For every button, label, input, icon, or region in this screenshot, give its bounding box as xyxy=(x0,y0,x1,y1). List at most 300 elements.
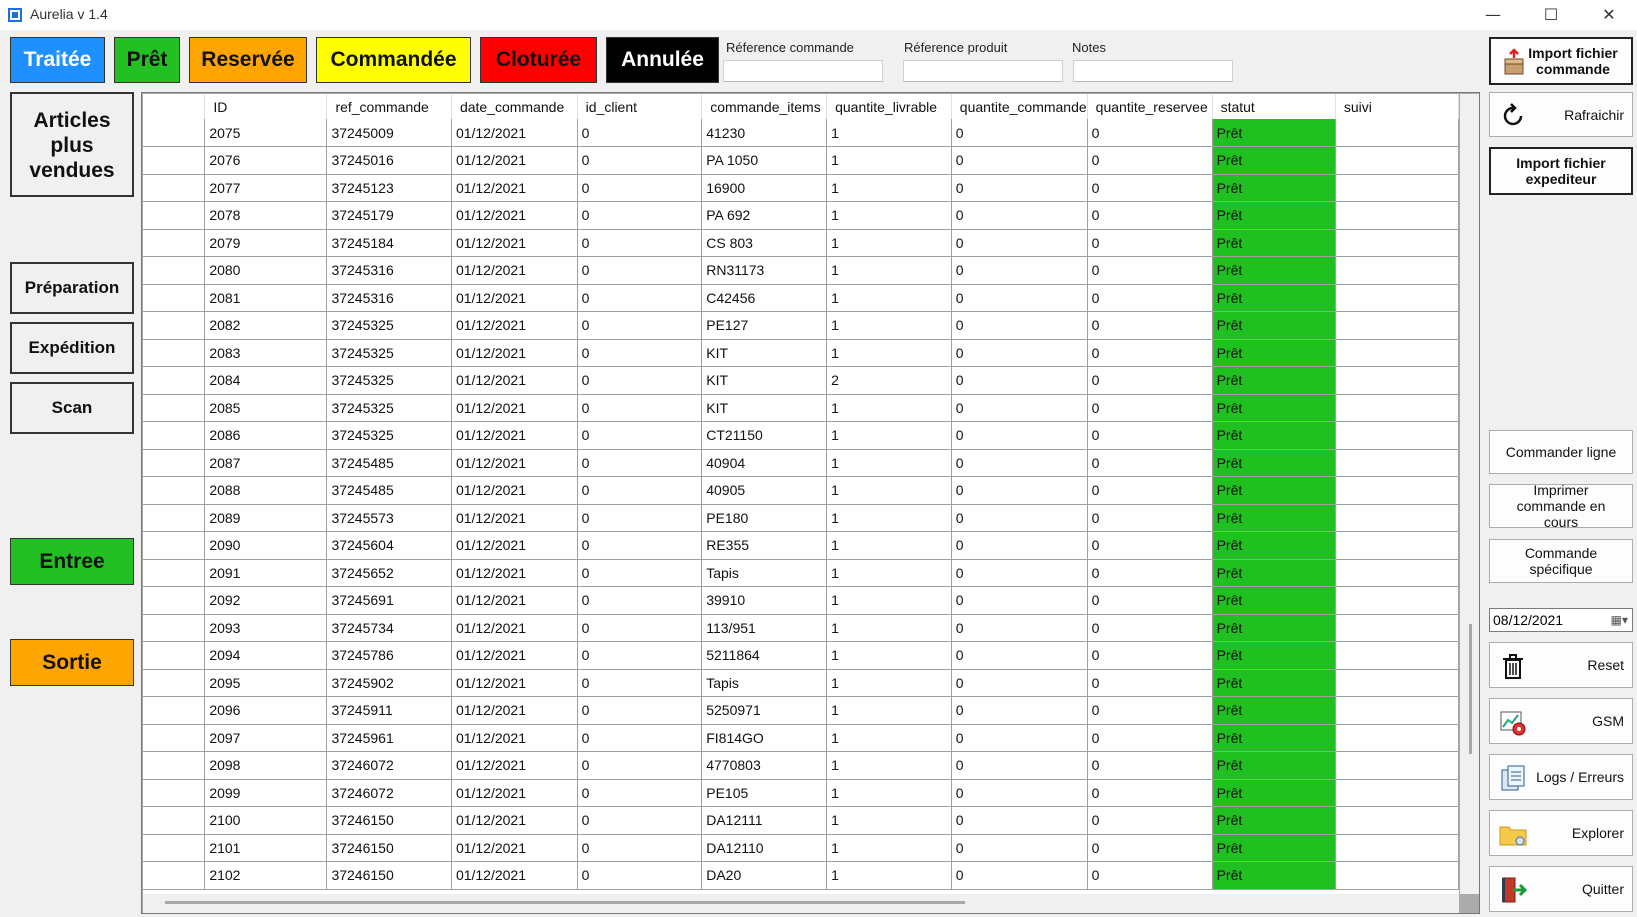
row-header[interactable] xyxy=(143,834,205,862)
cell-suivi[interactable] xyxy=(1335,614,1458,642)
cell-date-commande[interactable]: 01/12/2021 xyxy=(451,147,577,175)
row-header[interactable] xyxy=(143,752,205,780)
import-commande-button[interactable] xyxy=(1489,37,1633,85)
cell-ref-commande[interactable]: 37245325 xyxy=(327,422,452,450)
cell-quantite-livrable[interactable]: 1 xyxy=(827,724,952,752)
column-header-id-client[interactable]: id_client xyxy=(577,94,702,119)
cell-statut[interactable]: Prêt xyxy=(1212,449,1335,477)
table-row[interactable] xyxy=(143,642,1459,670)
cell-quantite-commande[interactable]: 0 xyxy=(951,614,1087,642)
cell-ID[interactable]: 2079 xyxy=(205,229,327,257)
cell-ref-commande[interactable]: 37246150 xyxy=(327,807,452,835)
cell-ref-commande[interactable]: 37245316 xyxy=(327,257,452,285)
cell-ID[interactable]: 2096 xyxy=(205,697,327,725)
status-filter-cloturee-button[interactable]: Cloturée xyxy=(480,37,597,83)
row-header[interactable] xyxy=(143,559,205,587)
cell-suivi[interactable] xyxy=(1335,202,1458,230)
explorer-button[interactable] xyxy=(1489,810,1633,856)
table-row[interactable] xyxy=(143,477,1459,505)
cell-quantite-livrable[interactable]: 1 xyxy=(827,119,952,147)
cell-statut[interactable]: Prêt xyxy=(1212,559,1335,587)
cell-quantite-livrable[interactable]: 1 xyxy=(827,229,952,257)
cell-id-client[interactable]: 0 xyxy=(577,724,702,752)
cell-commande-items[interactable]: DA20 xyxy=(702,862,827,890)
cell-quantite-livrable[interactable]: 1 xyxy=(827,312,952,340)
cell-date-commande[interactable]: 01/12/2021 xyxy=(451,532,577,560)
vertical-scrollbar[interactable] xyxy=(1460,94,1480,894)
status-filter-annulee-button[interactable]: Annulée xyxy=(606,37,719,83)
cell-suivi[interactable] xyxy=(1335,367,1458,395)
cell-statut[interactable]: Prêt xyxy=(1212,779,1335,807)
cell-quantite-reservee[interactable]: 0 xyxy=(1087,119,1212,147)
cell-quantite-reservee[interactable]: 0 xyxy=(1087,394,1212,422)
row-header[interactable] xyxy=(143,504,205,532)
calendar-icon[interactable]: ▦▾ xyxy=(1610,613,1628,627)
sortie-button[interactable]: Sortie xyxy=(10,639,134,686)
cell-ref-commande[interactable]: 37245961 xyxy=(327,724,452,752)
cell-quantite-reservee[interactable]: 0 xyxy=(1087,587,1212,615)
status-filter-reservee-button[interactable]: Reservée xyxy=(189,37,307,83)
cell-quantite-commande[interactable]: 0 xyxy=(951,257,1087,285)
horizontal-scroll-thumb[interactable] xyxy=(165,901,965,904)
row-header[interactable] xyxy=(143,422,205,450)
cell-quantite-commande[interactable]: 0 xyxy=(951,669,1087,697)
cell-quantite-reservee[interactable]: 0 xyxy=(1087,779,1212,807)
cell-statut[interactable]: Prêt xyxy=(1212,477,1335,505)
cell-ref-commande[interactable]: 37245316 xyxy=(327,284,452,312)
cell-quantite-commande[interactable]: 0 xyxy=(951,559,1087,587)
cell-quantite-livrable[interactable]: 1 xyxy=(827,807,952,835)
cell-quantite-reservee[interactable]: 0 xyxy=(1087,339,1212,367)
cell-suivi[interactable] xyxy=(1335,257,1458,285)
cell-id-client[interactable]: 0 xyxy=(577,669,702,697)
cell-id-client[interactable]: 0 xyxy=(577,422,702,450)
cell-ID[interactable]: 2085 xyxy=(205,394,327,422)
cell-date-commande[interactable]: 01/12/2021 xyxy=(451,559,577,587)
commander-ligne-button[interactable] xyxy=(1489,430,1633,474)
cell-suivi[interactable] xyxy=(1335,174,1458,202)
cell-statut[interactable]: Prêt xyxy=(1212,862,1335,890)
cell-statut[interactable]: Prêt xyxy=(1212,834,1335,862)
vertical-scroll-thumb[interactable] xyxy=(1469,624,1472,754)
table-row[interactable] xyxy=(143,174,1459,202)
cell-suivi[interactable] xyxy=(1335,559,1458,587)
cell-quantite-reservee[interactable]: 0 xyxy=(1087,807,1212,835)
cell-date-commande[interactable]: 01/12/2021 xyxy=(451,669,577,697)
cell-id-client[interactable]: 0 xyxy=(577,587,702,615)
column-header-quantite-reservee[interactable]: quantite_reservee xyxy=(1087,94,1212,119)
cell-id-client[interactable]: 0 xyxy=(577,229,702,257)
cell-commande-items[interactable]: KIT xyxy=(702,394,827,422)
cell-ref-commande[interactable]: 37245325 xyxy=(327,394,452,422)
cell-ref-commande[interactable]: 37245123 xyxy=(327,174,452,202)
table-row[interactable] xyxy=(143,229,1459,257)
cell-statut[interactable]: Prêt xyxy=(1212,284,1335,312)
cell-statut[interactable]: Prêt xyxy=(1212,229,1335,257)
cell-commande-items[interactable]: KIT xyxy=(702,367,827,395)
cell-quantite-reservee[interactable]: 0 xyxy=(1087,312,1212,340)
cell-ref-commande[interactable]: 37245184 xyxy=(327,229,452,257)
cell-suivi[interactable] xyxy=(1335,862,1458,890)
row-header[interactable] xyxy=(143,642,205,670)
cell-ref-commande[interactable]: 37246150 xyxy=(327,834,452,862)
cell-ID[interactable]: 2099 xyxy=(205,779,327,807)
cell-quantite-reservee[interactable]: 0 xyxy=(1087,669,1212,697)
cell-statut[interactable]: Prêt xyxy=(1212,752,1335,780)
cell-commande-items[interactable]: RE355 xyxy=(702,532,827,560)
quitter-button[interactable] xyxy=(1489,866,1633,912)
cell-ID[interactable]: 2090 xyxy=(205,532,327,560)
row-header[interactable] xyxy=(143,669,205,697)
cell-commande-items[interactable]: Tapis xyxy=(702,669,827,697)
cell-quantite-livrable[interactable]: 1 xyxy=(827,614,952,642)
cell-commande-items[interactable]: 40904 xyxy=(702,449,827,477)
cell-statut[interactable]: Prêt xyxy=(1212,339,1335,367)
cell-ref-commande[interactable]: 37245652 xyxy=(327,559,452,587)
minimize-button[interactable]: — xyxy=(1485,5,1501,24)
expedition-button[interactable]: Expédition xyxy=(10,322,134,374)
cell-quantite-reservee[interactable]: 0 xyxy=(1087,174,1212,202)
row-header[interactable] xyxy=(143,532,205,560)
cell-ID[interactable]: 2102 xyxy=(205,862,327,890)
cell-quantite-commande[interactable]: 0 xyxy=(951,504,1087,532)
status-filter-commandee-button[interactable]: Commandée xyxy=(316,37,471,83)
cell-quantite-reservee[interactable]: 0 xyxy=(1087,477,1212,505)
cell-quantite-livrable[interactable]: 1 xyxy=(827,834,952,862)
cell-commande-items[interactable]: DA12110 xyxy=(702,834,827,862)
cell-quantite-reservee[interactable]: 0 xyxy=(1087,532,1212,560)
horizontal-scrollbar[interactable] xyxy=(143,894,1459,914)
cell-id-client[interactable]: 0 xyxy=(577,532,702,560)
cell-ID[interactable]: 2084 xyxy=(205,367,327,395)
cell-suivi[interactable] xyxy=(1335,752,1458,780)
notes-input[interactable] xyxy=(1073,60,1233,82)
cell-commande-items[interactable]: RN31173 xyxy=(702,257,827,285)
cell-date-commande[interactable]: 01/12/2021 xyxy=(451,367,577,395)
cell-ref-commande[interactable]: 37245485 xyxy=(327,449,452,477)
cell-quantite-reservee[interactable]: 0 xyxy=(1087,422,1212,450)
row-header[interactable] xyxy=(143,367,205,395)
cell-statut[interactable]: Prêt xyxy=(1212,367,1335,395)
cell-suivi[interactable] xyxy=(1335,422,1458,450)
cell-quantite-commande[interactable]: 0 xyxy=(951,587,1087,615)
cell-id-client[interactable]: 0 xyxy=(577,284,702,312)
cell-quantite-reservee[interactable]: 0 xyxy=(1087,724,1212,752)
cell-suivi[interactable] xyxy=(1335,394,1458,422)
cell-quantite-commande[interactable]: 0 xyxy=(951,807,1087,835)
table-row[interactable] xyxy=(143,862,1459,890)
scan-button[interactable]: Scan xyxy=(10,382,134,434)
table-row[interactable] xyxy=(143,834,1459,862)
cell-quantite-reservee[interactable]: 0 xyxy=(1087,504,1212,532)
cell-id-client[interactable]: 0 xyxy=(577,367,702,395)
cell-quantite-commande[interactable]: 0 xyxy=(951,477,1087,505)
cell-commande-items[interactable]: 5211864 xyxy=(702,642,827,670)
cell-quantite-livrable[interactable]: 1 xyxy=(827,174,952,202)
cell-date-commande[interactable]: 01/12/2021 xyxy=(451,449,577,477)
cell-ID[interactable]: 2076 xyxy=(205,147,327,175)
imprimer-commande-button[interactable] xyxy=(1489,484,1633,528)
cell-quantite-reservee[interactable]: 0 xyxy=(1087,614,1212,642)
cell-date-commande[interactable]: 01/12/2021 xyxy=(451,834,577,862)
row-header[interactable] xyxy=(143,229,205,257)
cell-suivi[interactable] xyxy=(1335,697,1458,725)
table-row[interactable] xyxy=(143,669,1459,697)
cell-quantite-livrable[interactable]: 1 xyxy=(827,862,952,890)
cell-date-commande[interactable]: 01/12/2021 xyxy=(451,202,577,230)
row-header[interactable] xyxy=(143,312,205,340)
date-picker[interactable] xyxy=(1489,608,1633,632)
cell-commande-items[interactable]: 113/951 xyxy=(702,614,827,642)
cell-date-commande[interactable]: 01/12/2021 xyxy=(451,779,577,807)
status-filter-pret-button[interactable]: Prêt xyxy=(114,37,180,83)
cell-id-client[interactable]: 0 xyxy=(577,119,702,147)
cell-quantite-livrable[interactable]: 1 xyxy=(827,394,952,422)
cell-suivi[interactable] xyxy=(1335,229,1458,257)
cell-date-commande[interactable]: 01/12/2021 xyxy=(451,697,577,725)
cell-statut[interactable]: Prêt xyxy=(1212,202,1335,230)
column-header-ID[interactable]: ID xyxy=(205,94,327,119)
cell-id-client[interactable]: 0 xyxy=(577,202,702,230)
cell-quantite-commande[interactable]: 0 xyxy=(951,174,1087,202)
cell-statut[interactable]: Prêt xyxy=(1212,614,1335,642)
cell-id-client[interactable]: 0 xyxy=(577,477,702,505)
row-header[interactable] xyxy=(143,587,205,615)
cell-quantite-reservee[interactable]: 0 xyxy=(1087,202,1212,230)
cell-suivi[interactable] xyxy=(1335,834,1458,862)
cell-quantite-commande[interactable]: 0 xyxy=(951,449,1087,477)
cell-ID[interactable]: 2089 xyxy=(205,504,327,532)
cell-id-client[interactable]: 0 xyxy=(577,697,702,725)
cell-id-client[interactable]: 0 xyxy=(577,559,702,587)
cell-commande-items[interactable]: FI814GO xyxy=(702,724,827,752)
cell-quantite-commande[interactable]: 0 xyxy=(951,779,1087,807)
cell-quantite-reservee[interactable]: 0 xyxy=(1087,229,1212,257)
table-row[interactable] xyxy=(143,394,1459,422)
cell-quantite-commande[interactable]: 0 xyxy=(951,834,1087,862)
cell-quantite-livrable[interactable]: 1 xyxy=(827,752,952,780)
cell-commande-items[interactable]: PE127 xyxy=(702,312,827,340)
cell-id-client[interactable]: 0 xyxy=(577,174,702,202)
cell-ID[interactable]: 2088 xyxy=(205,477,327,505)
cell-statut[interactable]: Prêt xyxy=(1212,724,1335,752)
table-row[interactable] xyxy=(143,449,1459,477)
cell-ref-commande[interactable]: 37246150 xyxy=(327,862,452,890)
row-header[interactable] xyxy=(143,257,205,285)
cell-date-commande[interactable]: 01/12/2021 xyxy=(451,587,577,615)
cell-quantite-livrable[interactable]: 1 xyxy=(827,147,952,175)
cell-ref-commande[interactable]: 37245179 xyxy=(327,202,452,230)
cell-quantite-commande[interactable]: 0 xyxy=(951,367,1087,395)
cell-statut[interactable]: Prêt xyxy=(1212,587,1335,615)
cell-suivi[interactable] xyxy=(1335,284,1458,312)
cell-quantite-livrable[interactable]: 1 xyxy=(827,669,952,697)
ref-produit-input[interactable] xyxy=(903,60,1063,82)
cell-date-commande[interactable]: 01/12/2021 xyxy=(451,862,577,890)
row-header[interactable] xyxy=(143,449,205,477)
logs-erreurs-button[interactable] xyxy=(1489,754,1633,800)
cell-ref-commande[interactable]: 37246072 xyxy=(327,752,452,780)
cell-id-client[interactable]: 0 xyxy=(577,834,702,862)
column-header-date-commande[interactable]: date_commande xyxy=(451,94,577,119)
cell-id-client[interactable]: 0 xyxy=(577,779,702,807)
cell-ref-commande[interactable]: 37245911 xyxy=(327,697,452,725)
cell-quantite-reservee[interactable]: 0 xyxy=(1087,559,1212,587)
column-header-quantite-commande[interactable]: quantite_commande xyxy=(951,94,1087,119)
cell-quantite-livrable[interactable]: 1 xyxy=(827,779,952,807)
table-row[interactable] xyxy=(143,587,1459,615)
row-header[interactable] xyxy=(143,862,205,890)
cell-quantite-reservee[interactable]: 0 xyxy=(1087,284,1212,312)
cell-commande-items[interactable]: PA 692 xyxy=(702,202,827,230)
cell-ID[interactable]: 2098 xyxy=(205,752,327,780)
cell-ID[interactable]: 2083 xyxy=(205,339,327,367)
cell-ID[interactable]: 2087 xyxy=(205,449,327,477)
column-header-commande-items[interactable]: commande_items xyxy=(702,94,827,119)
cell-ID[interactable]: 2092 xyxy=(205,587,327,615)
cell-quantite-commande[interactable]: 0 xyxy=(951,752,1087,780)
cell-ID[interactable]: 2075 xyxy=(205,119,327,147)
table-row[interactable] xyxy=(143,779,1459,807)
cell-suivi[interactable] xyxy=(1335,147,1458,175)
cell-quantite-commande[interactable]: 0 xyxy=(951,339,1087,367)
cell-suivi[interactable] xyxy=(1335,532,1458,560)
cell-date-commande[interactable]: 01/12/2021 xyxy=(451,229,577,257)
cell-quantite-commande[interactable]: 0 xyxy=(951,229,1087,257)
cell-statut[interactable]: Prêt xyxy=(1212,532,1335,560)
cell-ref-commande[interactable]: 37245325 xyxy=(327,312,452,340)
cell-statut[interactable]: Prêt xyxy=(1212,394,1335,422)
cell-quantite-commande[interactable]: 0 xyxy=(951,422,1087,450)
cell-id-client[interactable]: 0 xyxy=(577,642,702,670)
table-row[interactable] xyxy=(143,284,1459,312)
cell-statut[interactable]: Prêt xyxy=(1212,669,1335,697)
row-header[interactable] xyxy=(143,174,205,202)
cell-ID[interactable]: 2097 xyxy=(205,724,327,752)
cell-ref-commande[interactable]: 37246072 xyxy=(327,779,452,807)
cell-quantite-livrable[interactable]: 1 xyxy=(827,257,952,285)
cell-statut[interactable]: Prêt xyxy=(1212,697,1335,725)
cell-id-client[interactable]: 0 xyxy=(577,752,702,780)
cell-quantite-livrable[interactable]: 1 xyxy=(827,532,952,560)
cell-statut[interactable]: Prêt xyxy=(1212,504,1335,532)
cell-commande-items[interactable]: DA12111 xyxy=(702,807,827,835)
table-row[interactable] xyxy=(143,147,1459,175)
cell-id-client[interactable]: 0 xyxy=(577,257,702,285)
column-header-ref-commande[interactable]: ref_commande xyxy=(327,94,452,119)
cell-quantite-livrable[interactable]: 1 xyxy=(827,422,952,450)
cell-ref-commande[interactable]: 37245734 xyxy=(327,614,452,642)
table-row[interactable] xyxy=(143,752,1459,780)
cell-date-commande[interactable]: 01/12/2021 xyxy=(451,422,577,450)
preparation-button[interactable]: Préparation xyxy=(10,262,134,314)
cell-quantite-reservee[interactable]: 0 xyxy=(1087,642,1212,670)
table-row[interactable] xyxy=(143,119,1459,147)
table-row[interactable] xyxy=(143,614,1459,642)
cell-date-commande[interactable]: 01/12/2021 xyxy=(451,807,577,835)
cell-quantite-reservee[interactable]: 0 xyxy=(1087,697,1212,725)
column-header-statut[interactable]: statut xyxy=(1212,94,1335,119)
cell-id-client[interactable]: 0 xyxy=(577,147,702,175)
cell-quantite-commande[interactable]: 0 xyxy=(951,147,1087,175)
row-header[interactable] xyxy=(143,119,205,147)
cell-statut[interactable]: Prêt xyxy=(1212,147,1335,175)
cell-quantite-livrable[interactable]: 1 xyxy=(827,642,952,670)
cell-quantite-livrable[interactable]: 1 xyxy=(827,477,952,505)
table-row[interactable] xyxy=(143,422,1459,450)
cell-commande-items[interactable]: 40905 xyxy=(702,477,827,505)
cell-ref-commande[interactable]: 37245902 xyxy=(327,669,452,697)
cell-ID[interactable]: 2100 xyxy=(205,807,327,835)
cell-id-client[interactable]: 0 xyxy=(577,807,702,835)
cell-quantite-livrable[interactable]: 1 xyxy=(827,202,952,230)
cell-quantite-commande[interactable]: 0 xyxy=(951,697,1087,725)
cell-commande-items[interactable]: CT21150 xyxy=(702,422,827,450)
cell-ID[interactable]: 2080 xyxy=(205,257,327,285)
cell-id-client[interactable]: 0 xyxy=(577,339,702,367)
cell-commande-items[interactable]: 39910 xyxy=(702,587,827,615)
cell-suivi[interactable] xyxy=(1335,779,1458,807)
cell-suivi[interactable] xyxy=(1335,119,1458,147)
cell-quantite-commande[interactable]: 0 xyxy=(951,394,1087,422)
cell-commande-items[interactable]: PE180 xyxy=(702,504,827,532)
cell-date-commande[interactable]: 01/12/2021 xyxy=(451,614,577,642)
row-header[interactable] xyxy=(143,779,205,807)
cell-quantite-commande[interactable]: 0 xyxy=(951,202,1087,230)
cell-ID[interactable]: 2095 xyxy=(205,669,327,697)
cell-statut[interactable]: Prêt xyxy=(1212,807,1335,835)
cell-id-client[interactable]: 0 xyxy=(577,312,702,340)
cell-date-commande[interactable]: 01/12/2021 xyxy=(451,174,577,202)
close-button[interactable]: ✕ xyxy=(1602,5,1616,24)
cell-id-client[interactable]: 0 xyxy=(577,504,702,532)
cell-suivi[interactable] xyxy=(1335,724,1458,752)
column-header-suivi[interactable]: suivi xyxy=(1335,94,1458,119)
cell-quantite-reservee[interactable]: 0 xyxy=(1087,834,1212,862)
cell-statut[interactable]: Prêt xyxy=(1212,257,1335,285)
cell-statut[interactable]: Prêt xyxy=(1212,119,1335,147)
cell-date-commande[interactable]: 01/12/2021 xyxy=(451,312,577,340)
cell-date-commande[interactable]: 01/12/2021 xyxy=(451,394,577,422)
cell-quantite-reservee[interactable]: 0 xyxy=(1087,257,1212,285)
table-row[interactable] xyxy=(143,312,1459,340)
cell-date-commande[interactable]: 01/12/2021 xyxy=(451,339,577,367)
maximize-button[interactable]: ☐ xyxy=(1543,5,1559,24)
row-header[interactable] xyxy=(143,284,205,312)
cell-date-commande[interactable]: 01/12/2021 xyxy=(451,752,577,780)
table-row[interactable] xyxy=(143,807,1459,835)
cell-ID[interactable]: 2081 xyxy=(205,284,327,312)
cell-quantite-reservee[interactable]: 0 xyxy=(1087,449,1212,477)
row-header[interactable] xyxy=(143,339,205,367)
cell-suivi[interactable] xyxy=(1335,807,1458,835)
cell-ID[interactable]: 2091 xyxy=(205,559,327,587)
table-row[interactable] xyxy=(143,697,1459,725)
cell-quantite-livrable[interactable]: 2 xyxy=(827,367,952,395)
cell-quantite-livrable[interactable]: 1 xyxy=(827,559,952,587)
row-header[interactable] xyxy=(143,697,205,725)
table-row[interactable] xyxy=(143,367,1459,395)
cell-date-commande[interactable]: 01/12/2021 xyxy=(451,504,577,532)
cell-suivi[interactable] xyxy=(1335,669,1458,697)
row-header[interactable] xyxy=(143,394,205,422)
cell-commande-items[interactable]: CS 803 xyxy=(702,229,827,257)
commande-specifique-button[interactable] xyxy=(1489,539,1633,583)
cell-quantite-livrable[interactable]: 1 xyxy=(827,339,952,367)
cell-ref-commande[interactable]: 37245325 xyxy=(327,367,452,395)
cell-ID[interactable]: 2082 xyxy=(205,312,327,340)
cell-commande-items[interactable]: C42456 xyxy=(702,284,827,312)
